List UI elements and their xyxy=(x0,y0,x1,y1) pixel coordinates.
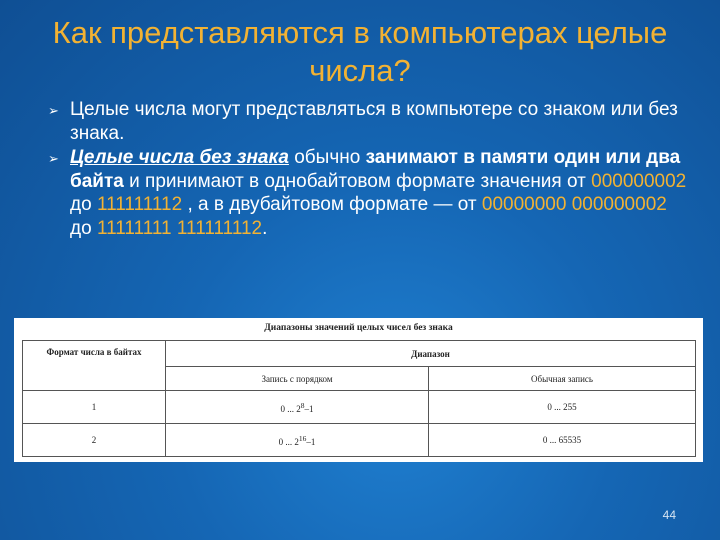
header-power-notation: Запись с порядком xyxy=(166,367,429,391)
bullet-text: . xyxy=(262,217,268,239)
header-format: Формат числа в байтах xyxy=(23,341,166,391)
arrow-bullet-icon: ➢ xyxy=(48,151,59,166)
bullet-text: , а в двубайтовом формате — от xyxy=(182,194,482,215)
bullet-text: обычно xyxy=(288,147,366,168)
value-min-1byte: 000000002 xyxy=(591,170,687,192)
term-unsigned: Целые числа без знака xyxy=(70,147,289,168)
cell-power: 0 ... $2^8-1$ xyxy=(166,391,429,424)
value-max-1byte: 111111112 xyxy=(96,194,183,215)
ranges-table xyxy=(22,340,696,457)
bullet-item xyxy=(48,146,688,240)
bullet-text-bold: занимают в памяти один или два байта xyxy=(70,147,681,192)
bullet-text: до xyxy=(70,217,97,239)
cell-format: 1 xyxy=(23,391,166,424)
slide-title: Как представляются в компьютерах целые числа? xyxy=(52,15,668,88)
bullet-item xyxy=(48,98,688,145)
page-number: 44 xyxy=(662,508,676,522)
value-min-2byte: 00000000 000000002 xyxy=(481,194,667,215)
bullet-list xyxy=(48,98,688,241)
cell-plain: 0 ... 255 xyxy=(429,391,696,424)
table-caption: Диапазоны значений целых чисел без знака xyxy=(264,323,453,333)
ranges-table-figure xyxy=(14,318,703,462)
cell-format: 2 xyxy=(23,424,166,457)
bullet-text: Целые числа могут представляться в компьютере со знаком или без знака. xyxy=(70,99,678,144)
cell-plain: 0 ... 65535 xyxy=(429,424,696,457)
bullet-text: до xyxy=(70,194,97,215)
value-max-2byte: 11111111 111111112 xyxy=(96,217,263,239)
header-plain-notation: Обычная запись xyxy=(429,367,696,391)
table-row xyxy=(23,391,696,424)
arrow-bullet-icon: ➢ xyxy=(48,103,59,118)
header-range: Диапазон xyxy=(166,341,696,367)
table-row xyxy=(23,424,696,457)
bullet-text: и принимают в однобайтовом формате значения от xyxy=(123,170,592,192)
cell-power: 0 ... $2^{16}-1$ xyxy=(166,424,429,457)
